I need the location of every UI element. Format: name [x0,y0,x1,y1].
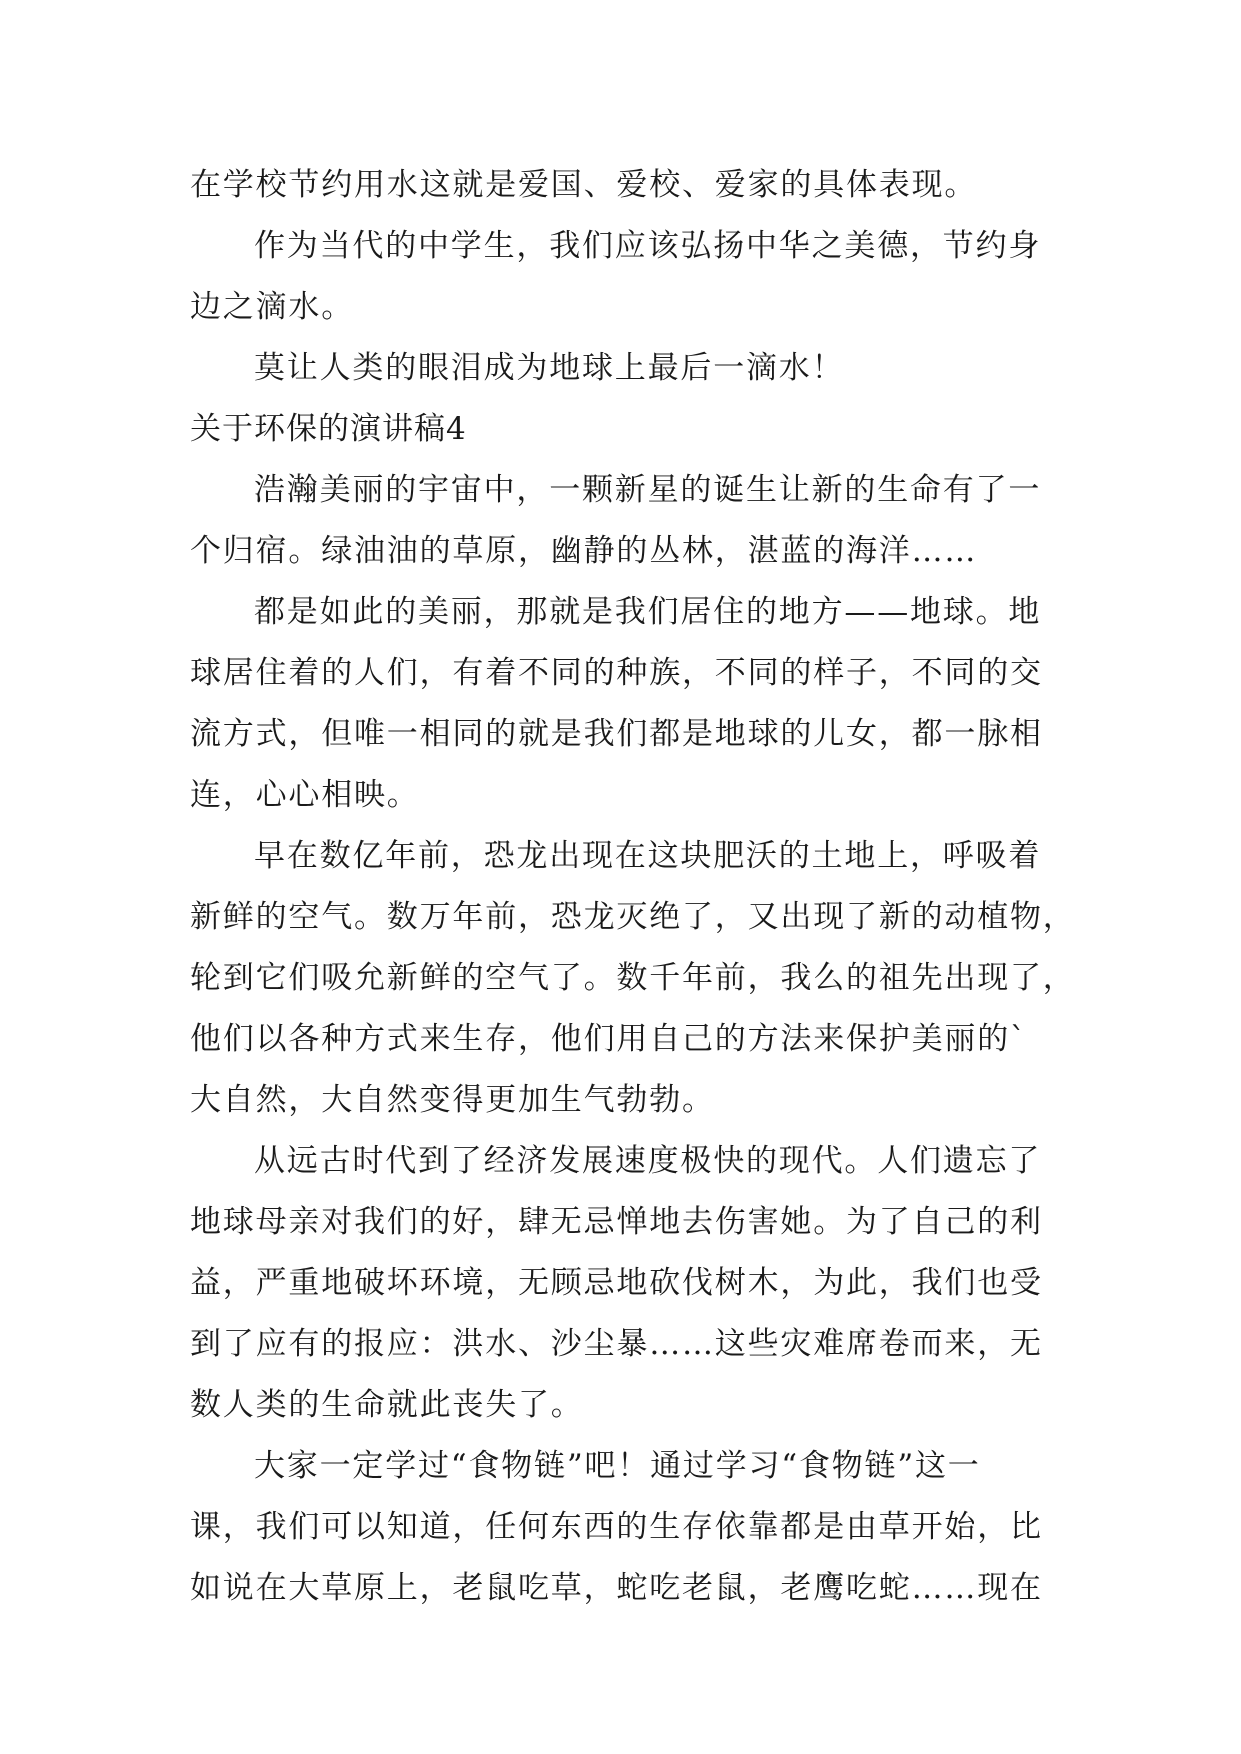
text-line: 大自然，大自然变得更加生气勃勃。 [190,1082,715,1118]
text-line: 在学校节约用水这就是爱国、爱校、爱家的具体表现。 [190,167,978,203]
text-line: 球居住着的人们，有着不同的种族，不同的样子，不同的交 [190,655,1043,691]
paragraph-start-line: 都是如此的美丽，那就是我们居住的地方——地球。地 [254,594,1042,630]
text-line: 连，心心相映。 [190,777,420,813]
paragraph-start-line: 浩瀚美丽的宇宙中，一颗新星的诞生让新的生命有了一 [254,472,1042,508]
text-line: 新鲜的空气。数万年前，恐龙灭绝了，又出现了新的动植物， [190,899,1076,935]
paragraph-start-line: 早在数亿年前，恐龙出现在这块肥沃的土地上，呼吸着 [254,838,1042,874]
text-line: 如说在大草原上，老鼠吃草，蛇吃老鼠，老鹰吃蛇……现在 [190,1570,1043,1606]
text-line: 地球母亲对我们的好，肆无忌惮地去伤害她。为了自己的利 [190,1204,1043,1240]
text-line: 他们以各种方式来生存，他们用自己的方法来保护美丽的` [190,1021,1028,1057]
paragraph-start-line: 作为当代的中学生，我们应该弘扬中华之美德，节约身 [254,228,1042,264]
text-line: 数人类的生命就此丧失了。 [190,1387,584,1423]
paragraph-start-line: 从远古时代到了经济发展速度极快的现代。人们遗忘了 [254,1143,1042,1179]
text-line: 流方式，但唯一相同的就是我们都是地球的儿女，都一脉相 [190,716,1043,752]
section-heading: 关于环保的演讲稿4 [190,411,467,447]
text-line: 边之滴水。 [190,289,354,325]
text-line: 到了应有的报应：洪水、沙尘暴……这些灾难席卷而来，无 [190,1326,1043,1362]
paragraph-start-line: 莫让人类的眼泪成为地球上最后一滴水！ [254,350,845,386]
text-line: 个归宿。绿油油的草原，幽静的丛林，湛蓝的海洋…… [190,533,978,569]
document-page [190,155,1076,1619]
text-line: 课，我们可以知道，任何东西的生存依靠都是由草开始，比 [190,1509,1043,1545]
text-line: 轮到它们吸允新鲜的空气了。数千年前，我么的祖先出现了， [190,960,1076,996]
paragraph-start-line: 大家一定学过“食物链”吧！通过学习“食物链”这一 [254,1448,981,1484]
text-line: 益，严重地破坏环境，无顾忌地砍伐树木，为此，我们也受 [190,1265,1043,1301]
